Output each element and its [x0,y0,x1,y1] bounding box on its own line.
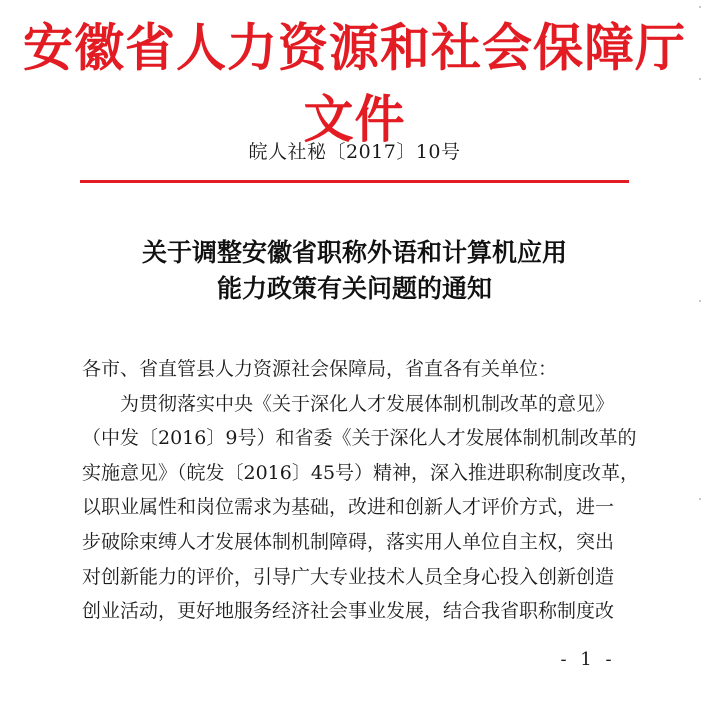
masthead-title: 安徽省人力资源和社会保障厅文件 [23,18,686,150]
body-line: 对创新能力的评价，引导广大专业技术人员全身心投入创新创造 [82,565,615,588]
notice-title-line: 关于调整安徽省职称外语和计算机应用 [141,238,567,267]
notice-title-line: 能力政策有关问题的通知 [216,274,492,303]
scan-speck [699,498,701,500]
notice-title [0,235,709,307]
body-line: 为贯彻落实中央《关于深化人才发展体制机制改革的意见》 [120,392,615,415]
body-line: （中发〔2016〕9号）和省委《关于深化人才发展体制机制改革的 [82,427,637,450]
scan-speck [699,300,701,302]
scan-speck [699,6,701,8]
body-line: 实施意见》（皖发〔2016〕45号）精神，深入推进职称制度改革， [82,461,640,484]
salutation: 各市、省直管县人力资源社会保障局，省直各有关单位： [82,358,558,380]
notice-body [82,352,640,629]
page-number: - 1 - [560,649,616,670]
body-line: 步破除束缚人才发展体制机制障碍，落实用人单位自主权，突出 [82,530,615,553]
red-divider-line [80,180,629,183]
body-line: 以职业属性和岗位需求为基础，改进和创新人才评价方式，进一 [82,496,615,519]
body-line: 创业活动，更好地服务经济社会事业发展，结合我省职称制度改 [82,600,615,623]
document-number: 皖人社秘〔2017〕10号 [248,141,461,163]
scan-speck [699,78,701,80]
